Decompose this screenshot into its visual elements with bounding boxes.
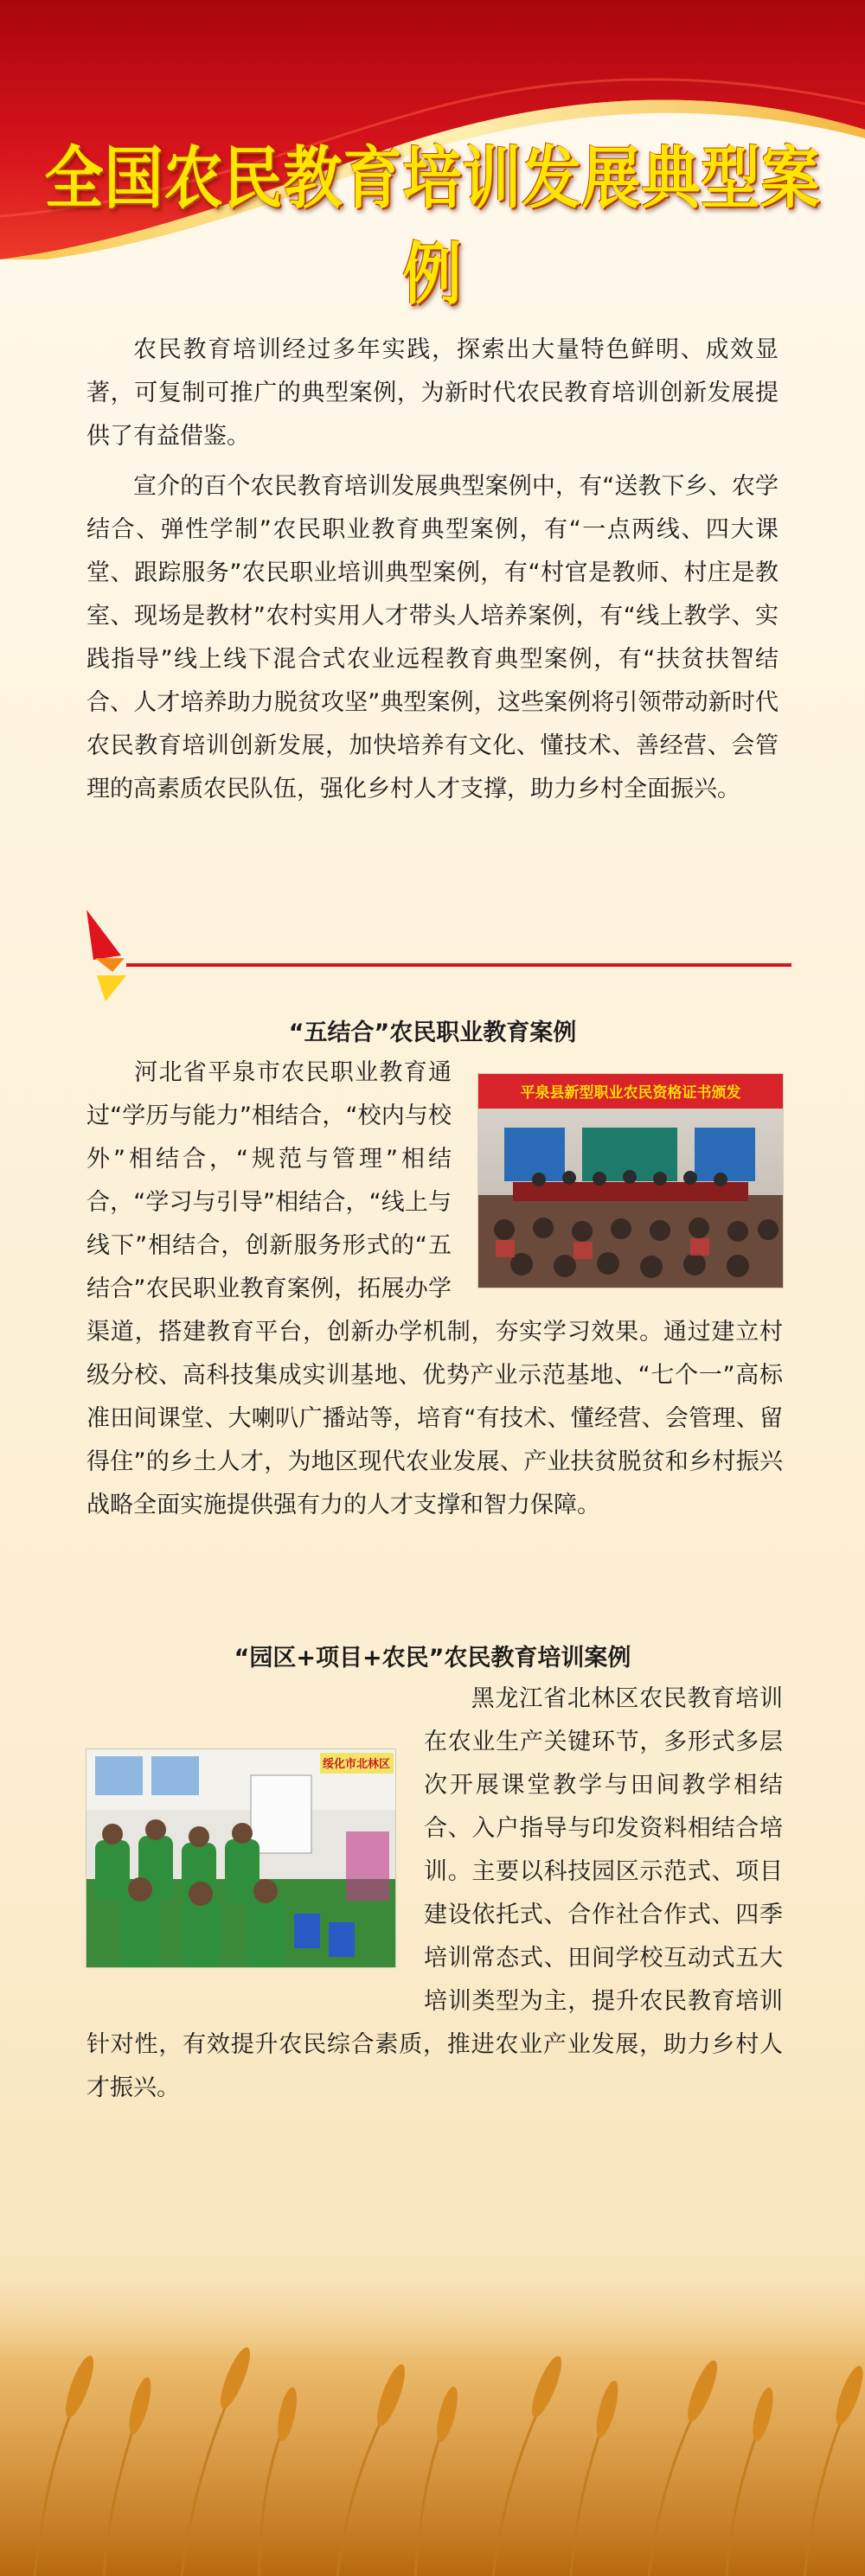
case1-photo	[478, 1074, 783, 1288]
intro-paragraph-1: 农民教育培训经过多年实践，探索出大量特色鲜明、成效显著，可复制可推广的典型案例，为新时代农民教育培训创新发展提供了有益借鉴。	[86, 336, 778, 450]
yellow-arrow-shape	[97, 975, 126, 1001]
wheat-field-decoration	[0, 2248, 865, 2576]
classroom-photo-image	[86, 1749, 395, 1967]
case2-title: “园区+项目+农民”农民教育培训案例	[234, 1645, 631, 1672]
header-banner	[0, 0, 865, 315]
orange-arrow-shape	[95, 958, 125, 972]
case1-photo-banner: 平泉县新型职业农民资格证书颁发	[520, 1084, 741, 1102]
section-divider	[86, 908, 796, 1012]
case2-photo-banner: 绥化市北林区	[322, 1758, 391, 1771]
red-arrow-shape	[86, 910, 121, 960]
case2-photo	[86, 1749, 395, 1967]
ceremony-photo-image	[478, 1074, 783, 1288]
page-title: 全国农民教育培训发展典型案例	[44, 139, 821, 315]
case1-text: 河北省平泉市农民职业教育通过“学历与能力”相结合，“校内与校外”相结合，“规范与管理”相结合，“学习与引导”相结合，“线上与线下”相结合，创新服务形式的“五结合”农民职业教育案例，拓展办学渠道，搭建教育平台，创新办学机制，夯实学习效果。通过建立村级分校、高科技集成实训基地、优势产业示范基地、“七个一”高标准田间课堂、大喇叭广播站等，培育“有技术、懂经营、会管理、留得住”的乡土人才，为地区现代农业发展、产业扶贫脱贫和乡村振兴战略全面实施提供强有力的人才支撑和智力保障。	[86, 1059, 783, 1518]
case1-title: “五结合”农民职业教育案例	[288, 1020, 577, 1046]
case2-text: 黑龙江省北林区农民教育培训在农业生产关键环节，多形式多层次开展课堂教学与田间教学相结合、入户指导与印发资料相结合培训。主要以科技园区示范式、项目建设依托式、合作社合作式、四季培训常态式、田间学校互动式五大培训类型为主，提升农民教育培训针对性，有效提升农民综合素质，推进农业产业发展，助力乡村人才振兴。	[86, 1685, 783, 2101]
intro-paragraph-2: 宣介的百个农民教育培训发展典型案例中，有“送教下乡、农学结合、弹性学制”农民职业教育典型案例，有“一点两线、四大课堂、跟踪服务”农民职业培训典型案例，有“村官是教师、村庄是教室、现场是教材”农村实用人才带头人培养案例，有“线上教学、实践指导”线上线下混合式农业远程教育典型案例，有“扶贫扶智结合、人才培养助力脱贫攻坚”典型案例，这些案例将引领带动新时代农民教育培训创新发展，加快培养有文化、懂技术、善经营、会管理的高素质农民队伍，强化乡村人才支撑，助力乡村全面振兴。	[86, 473, 778, 802]
